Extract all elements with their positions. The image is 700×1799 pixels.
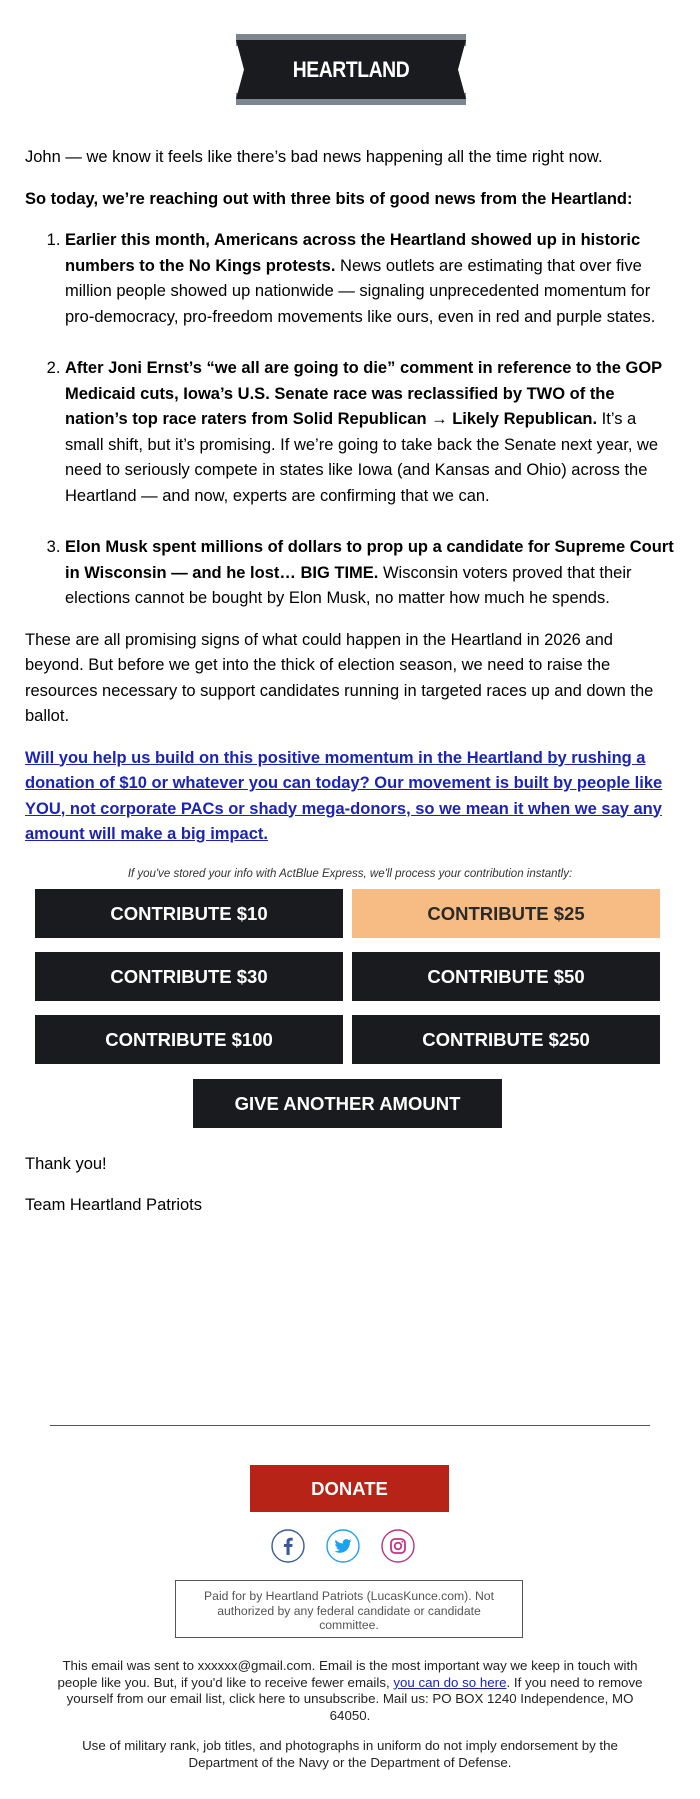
list-item-text: Wisconsin voters proved that their elections cannot be bought by Elon Musk, no matter how much he spends. (65, 563, 632, 607)
email-body (25, 145, 675, 860)
donation-ask-link[interactable]: Will you help us build on this positive momentum in the Heartland by rushing a donation of $10 or whatever you can today? Our movement is built by people like YOU, not corporate PACs or shady mega-donors, so we mean it when we say any amount will make a big impact. (25, 748, 663, 843)
twitter-icon[interactable] (326, 1529, 360, 1563)
signature: Team Heartland Patriots (25, 1196, 202, 1214)
email-notice-post: . If you need to remove yourself from our email list, click here to unsubscribe. Mail us: PO BOX 1240 Independence, MO 64050. (66, 1674, 643, 1723)
intro-lead: So today, we’re reaching out with three bits of good news from the Heartland: (25, 189, 633, 208)
actblue-express-note: If you've stored your info with ActBlue Express, we'll process your contribution instantly: (127, 868, 573, 880)
paid-for-disclaimer: Paid for by Heartland Patriots (LucasKunce.com). Not authorized by any federal candidate or candidate committee. (175, 1580, 523, 1638)
momentum-paragraph: These are all promising signs of what could happen in the Heartland in 2026 and beyond. But before we get into the thick of election season, we need to raise the resources necessary to support candidates running in targeted races up and down the ballot. (25, 630, 654, 725)
list-item (65, 228, 675, 330)
facebook-icon[interactable] (271, 1529, 305, 1563)
footer-divider (50, 1425, 650, 1426)
military-disclaimer: Use of military rank, job titles, and photographs in uniform do not imply endorsement by the Department of the Navy or the Department of Defense. (82, 1738, 618, 1770)
contribute-50-button[interactable]: CONTRIBUTE $50 (352, 952, 660, 1001)
contribute-30-button[interactable]: CONTRIBUTE $30 (35, 952, 343, 1001)
list-item (65, 356, 675, 509)
intro-line: John — we know it feels like there’s bad news happening all the time right now. (25, 148, 603, 166)
email-notice-pre: This email was sent to xxxxxx@gmail.com. Email is the most important way we keep in touch with people like you. But, if you'd like to receive fewer emails, (57, 1658, 638, 1690)
list-item (65, 535, 675, 612)
list-item-text: News outlets are estimating that over five million people showed up nationwide — signaling unprecedented momentum for pro-democracy, pro-freedom movements like ours, even in red and purple states. (65, 256, 656, 326)
list-item-lead: Earlier this month, Americans across the Heartland showed up in historic numbers to the No Kings protests. (65, 231, 641, 275)
email-notice (50, 1658, 650, 1724)
list-item-text: It’s a small shift, but it’s promising. If we’re going to take back the Senate next year, we need to seriously compete in states like Iowa (and Kansas and Ohio) across the Heartland — and now, experts are confirming that we can. (65, 410, 659, 505)
thank-you-text: Thank you! (25, 1155, 107, 1173)
contribute-100-button[interactable]: CONTRIBUTE $100 (35, 1015, 343, 1064)
contribute-250-button[interactable]: CONTRIBUTE $250 (352, 1015, 660, 1064)
fewer-emails-link[interactable]: you can do so here (393, 1674, 507, 1690)
instagram-icon[interactable] (381, 1529, 415, 1563)
logo-text: HEARTLAND PATRIOTS (292, 57, 410, 141)
contribute-10-button[interactable]: CONTRIBUTE $10 (35, 889, 343, 938)
good-news-list (25, 228, 675, 612)
give-another-amount-button[interactable]: GIVE ANOTHER AMOUNT (193, 1079, 502, 1128)
contribute-25-button[interactable]: CONTRIBUTE $25 (352, 889, 660, 938)
donate-button[interactable]: DONATE (250, 1465, 449, 1512)
list-item-lead: Elon Musk spent millions of dollars to prop up a candidate for Supreme Court in Wisconsin — and he lost… BIG TIME. (65, 538, 674, 582)
list-item-lead: After Joni Ernst’s “we all are going to die” comment in reference to the GOP Medicaid cuts, Iowa’s U.S. Senate race was reclassified by TWO of the nation’s top race raters from Solid Republican → Likely Republican. (65, 359, 662, 428)
heartland-patriots-logo (236, 34, 466, 141)
